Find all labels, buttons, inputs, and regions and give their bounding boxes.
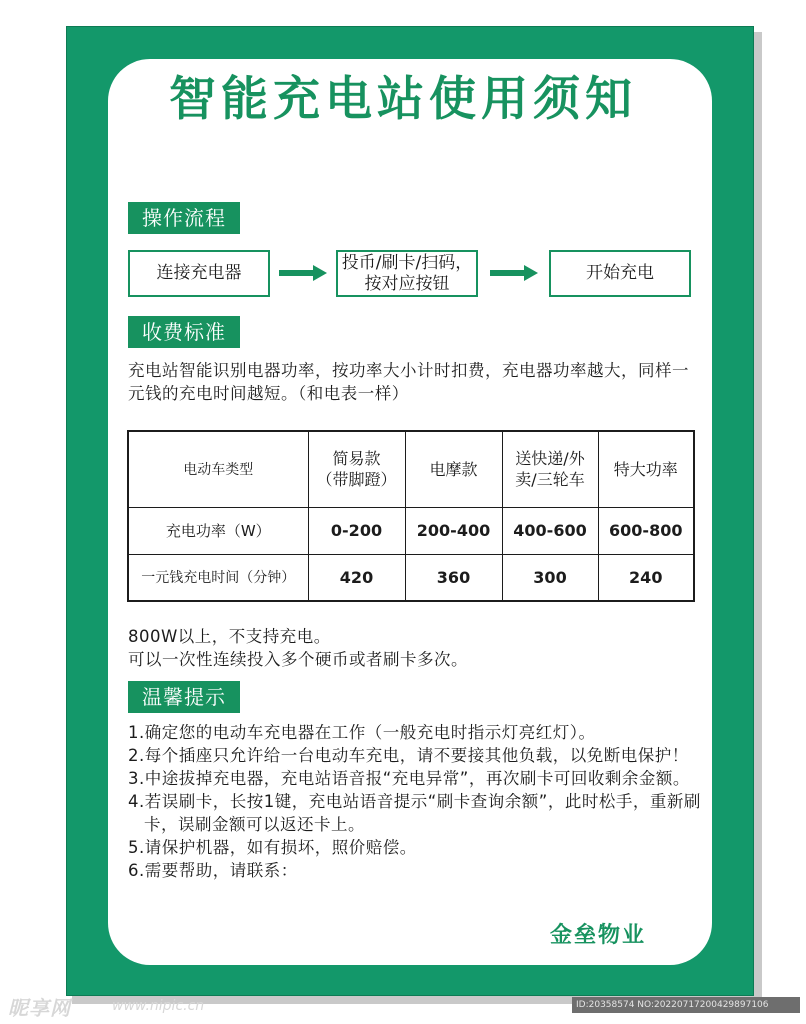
tip-item: 1.确定您的电动车充电器在工作（一般充电时指示灯亮红灯）。: [128, 723, 596, 742]
section-fees-label: 收费标准: [128, 316, 240, 348]
section-tips-label: 温馨提示: [128, 681, 240, 713]
note-multiple-payments: 可以一次性连续投入多个硬币或者刷卡多次。: [128, 650, 468, 669]
poster-title: 智能充电站使用须知: [169, 72, 637, 127]
note-power-limit: 800W以上，不支持充电。: [128, 627, 331, 646]
fee-description: 充电站智能识别电器功率，按功率大小计时扣费，充电器功率越大，同样一元钱的充电时间越短。（和电表一样）: [128, 361, 689, 403]
time-cell: 360: [405, 554, 502, 601]
tip-item: 2.每个插座只允许给一台电动车充电，请不要接其他负载，以免断电保护！: [128, 746, 689, 765]
fee-table-col-header: 电摩款: [405, 431, 502, 507]
watermark-brand: 昵享网: [8, 996, 71, 1020]
fee-table-col-header: 送快递/外 卖/三轮车: [502, 431, 598, 507]
fee-table: [127, 430, 695, 602]
power-cell: 0-200: [308, 507, 405, 554]
tips-list: [128, 721, 702, 882]
tip-item: 3.中途拔掉充电器，充电站语音报“充电异常”，再次刷卡可回收剩余金额。: [128, 769, 690, 788]
fee-table-col-header: 特大功率: [598, 431, 694, 507]
power-cell: 400-600: [502, 507, 598, 554]
flow-step-connect: 连接充电器: [128, 250, 270, 297]
property-signature: 金垒物业: [550, 923, 647, 948]
time-cell: 240: [598, 554, 694, 601]
watermark-url: www.nipic.cn: [112, 998, 205, 1014]
fee-table-power-row: [128, 507, 694, 554]
fee-table-col-header: 简易款 （带脚蹬）: [308, 431, 405, 507]
fee-table-header-row: [128, 431, 694, 507]
flow-arrow-icon: [490, 265, 538, 281]
tip-item: 6.需要帮助，请联系：: [128, 861, 298, 880]
tip-item: 4.若误刷卡，长按1键，充电站语音提示“刷卡查询余额”，此时松手，重新刷卡，误刷金额可以返还卡上。: [128, 792, 701, 834]
fee-table-time-row: [128, 554, 694, 601]
flow-step-pay: 投币/刷卡/扫码， 按对应按钮: [336, 250, 478, 297]
fee-table-corner: 电动车类型: [128, 431, 308, 507]
power-cell: 200-400: [405, 507, 502, 554]
tip-item: 5.请保护机器，如有损坏，照价赔偿。: [128, 838, 417, 857]
time-cell: 300: [502, 554, 598, 601]
section-process-label: 操作流程: [128, 202, 240, 234]
time-cell: 420: [308, 554, 405, 601]
power-cell: 600-800: [598, 507, 694, 554]
flow-step-start: 开始充电: [549, 250, 691, 297]
watermark-id: ID:20358574 NO:20220717200429897106: [572, 997, 800, 1013]
flow-arrow-icon: [279, 265, 327, 281]
power-row-label: 充电功率（W）: [128, 507, 308, 554]
time-row-label: 一元钱充电时间（分钟）: [128, 554, 308, 601]
